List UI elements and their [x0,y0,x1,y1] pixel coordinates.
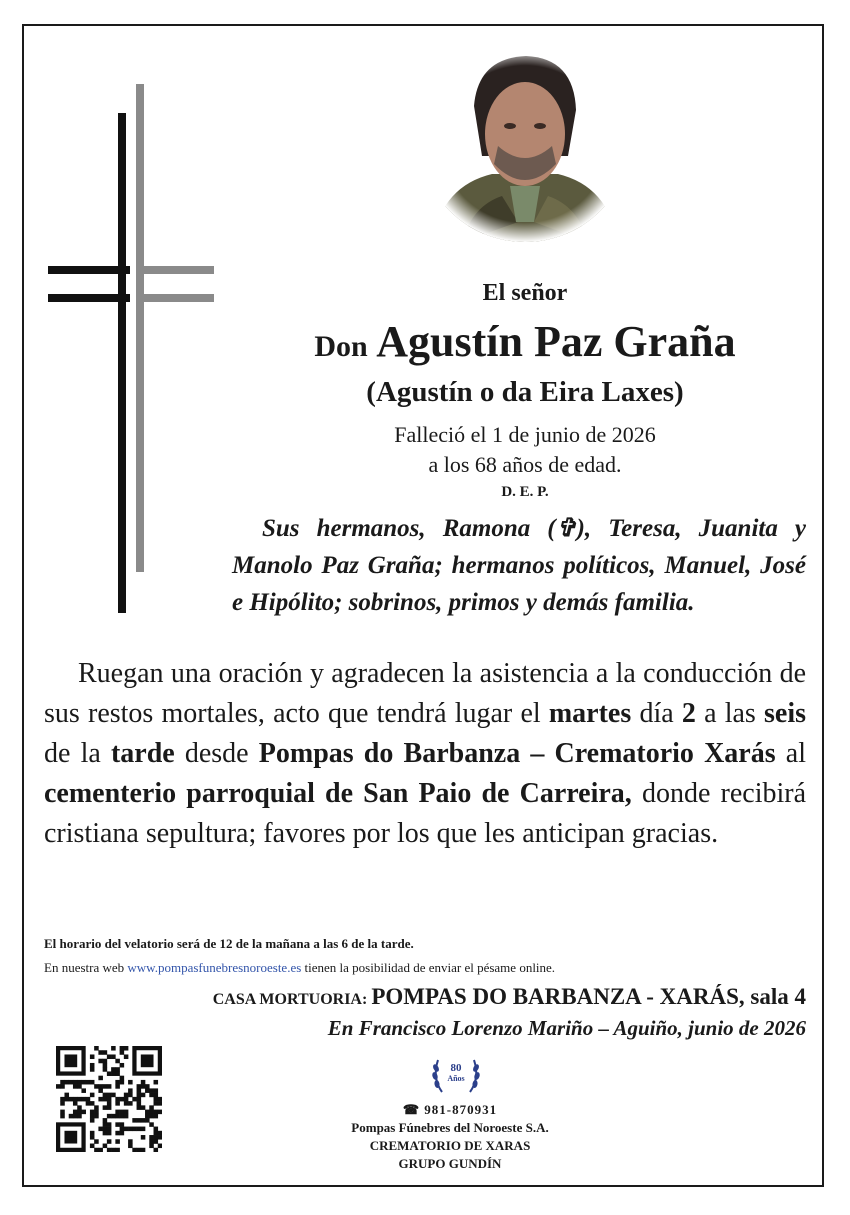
funeral-home-label: CASA MORTUORIA: [212,991,372,1008]
crematorium-name: CREMATORIO DE XARAS [369,1138,531,1153]
rest-in-peace: D. E. P. [501,484,549,500]
text-segment: día [631,698,682,729]
funeral-home-room: sala 4 [744,984,806,1009]
cross-black-vertical [118,113,126,613]
text-segment: al [775,738,806,769]
place-and-date: En Francisco Lorenzo Mariño – Aguiño, junio de 2026 [327,1016,806,1040]
phone-icon: ☎ [402,1102,421,1117]
qr-code-icon[interactable] [56,1046,162,1152]
weekday: martes [548,698,632,729]
badge-label: Años [447,1074,465,1083]
cross-grey-horizontal-lower [136,294,214,302]
text-segment: desde [174,738,259,769]
departure-place: Pompas do Barbanza – Crematorio Xarás [258,738,776,769]
web-text-after: tienen la posibilidad de enviar el pésame online. [301,960,556,975]
portrait-photo [422,46,628,242]
funeral-announcement [44,654,806,854]
web-text-before: En nuestra web [44,960,128,975]
family-list: Sus hermanos, Ramona (✞), Teresa, Juanita y Manolo Paz Graña; hermanos políticos, Manuel, José e Hipólito; sobrinos, primos y demás familia. [232,515,806,616]
wake-hours: El horario del velatorio será de 12 de la mañana a las 6 de la tarde. [44,936,414,951]
condolence-note [44,960,555,976]
name-prefix: Don [314,330,368,363]
cross-grey-horizontal [136,266,214,274]
website-link[interactable]: www.pompasfunebresnoroeste.es [127,960,302,975]
full-name: Agustín Paz Graña [376,317,736,366]
deceased-name [240,316,810,367]
cross-black-horizontal [48,266,130,274]
text-segment: de la [44,738,111,769]
group-name: GRUPO GUNDÍN [398,1156,502,1171]
phone-number[interactable]: 981-870931 [424,1102,498,1117]
deceased-alias: (Agustín o da Eira Laxes) [366,376,684,408]
death-date: Falleció el 1 de junio de 2026 [394,422,656,447]
laurel-badge-icon [428,1048,484,1100]
badge-number: 80 [450,1062,462,1074]
text-segment: Ruegan una oración y agradecen la asistencia a la conducción de sus restos mortales, acto que tendrá lugar el [44,658,806,729]
company-name: Pompas Fúnebres del Noroeste S.A. [351,1120,549,1135]
honorific-title: El señor [482,280,568,306]
text-segment: a las [695,698,764,729]
phone-line [300,1102,600,1118]
time-of-day: tarde [110,738,175,769]
text-segment: donde recibirá cristiana sepultura; favores por los que les anticipan gracias. [44,778,806,849]
cross-black-horizontal-lower [48,294,130,302]
funeral-home [213,984,806,1010]
cross-grey-vertical [136,84,144,572]
cemetery: cementerio parroquial de San Paio de Carreira, [44,778,632,809]
hour: seis [764,698,806,729]
day-number: 2 [681,698,696,729]
funeral-home-name: POMPAS DO BARBANZA - XARÁS, [371,984,745,1009]
age-at-death: a los 68 años de edad. [428,452,622,477]
